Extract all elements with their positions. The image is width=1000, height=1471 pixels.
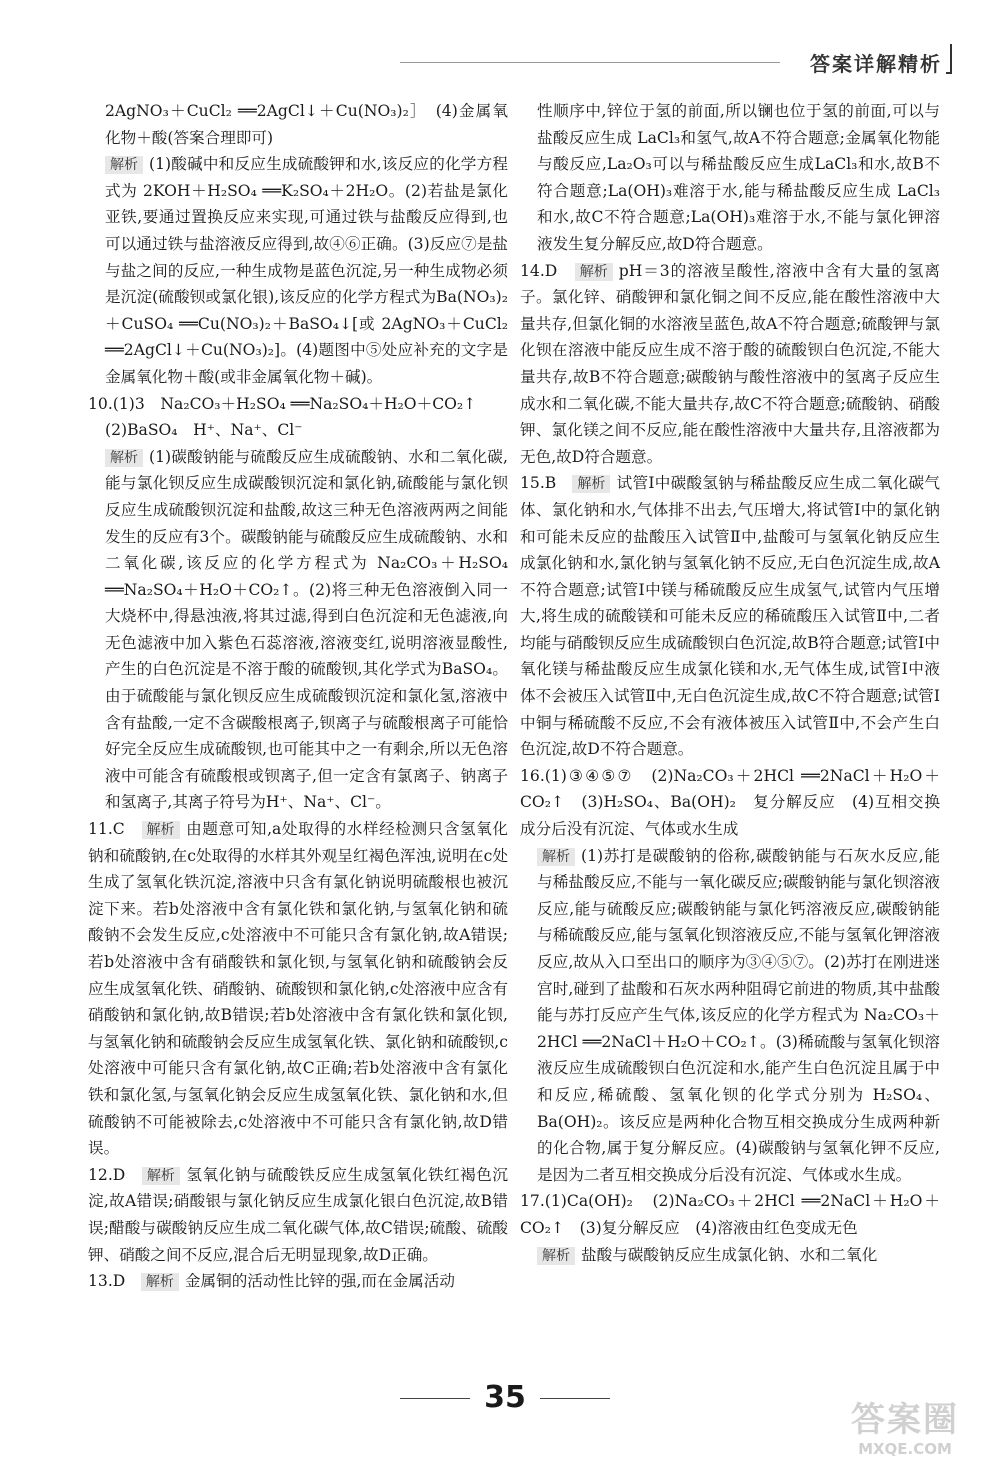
analysis-tag: 解析 xyxy=(142,1167,180,1185)
answer-paragraph xyxy=(88,1268,508,1295)
paragraph-text: pH＝3的溶液呈酸性,溶液中含有大量的氢离子。氯化锌、硝酸钾和氯化铜之间不反应,能在酸性溶液中大量共存,但氯化铜的水溶液呈蓝色,故A不符合题意;硫酸钾与氯化钡在溶液中能反应生成不溶于酸的硫酸钡白色沉淀,不能大量共存,故B不符合题意;碳酸钠与酸性溶液中的氢离子反应生成水和二氧化碳,不能大量共存,故C不符合题意;硫酸钠、硝酸钾、氯化镁之间不反应,能在酸性溶液中大量共存,且溶液都为无色,故D符合题意。 xyxy=(520,261,940,466)
paragraph-text: 14.D xyxy=(520,261,575,280)
paragraph-text: 11.C xyxy=(88,820,142,839)
paragraph-text: 15.B xyxy=(520,474,573,493)
header-title: 答案详解精析 xyxy=(810,52,942,76)
paragraph-text: (1)碳酸钠能与硫酸反应生成硫酸钠、水和二氧化碳,能与氯化钡反应生成碳酸钡沉淀和氯化钠,硫酸能与氯化钡反应生成硫酸钡沉淀和盐酸,故这三种无色溶液两两之间能发生的反应有3个。碳酸钠能与硫酸反应生成硫酸钠、水和二氧化碳,该反应的化学方程式为 Na₂CO₃＋H₂SO₄ ══Na₂SO₄＋H₂O＋CO₂↑。(2)将三种无色溶液倒入同一大烧杯中,得悬浊液,将其过滤,得到白色沉淀和无色滤液,向无色滤液中加入紫色石蕊溶液,溶液变红,说明溶液显酸性,产生的白色沉淀是不溶于酸的硫酸钡,其化学式为BaSO₄。由于硫酸能与氯化钡反应生成硫酸钡沉淀和氯化氢,溶液中含有盐酸,一定不含碳酸根离子,钡离子与硫酸根离子可能恰好完全反应生成硫酸钡,也可能其中之一有剩余,所以无色溶液中可能含有硫酸根或钡离子,但一定含有氯离子、钠离子和氢离子,其离子符号为H⁺、Na⁺、Cl⁻。 xyxy=(105,447,508,812)
answer-paragraph xyxy=(88,151,508,390)
paragraph-text: 13.D xyxy=(88,1272,141,1291)
paragraph-text: 16.(1)③④⑤⑦ (2)Na₂CO₃＋2HCl ══2NaCl＋H₂O＋CO₂↑ (3)H₂SO₄、Ba(OH)₂ 复分解反应 (4)互相交换成分后没有沉淀、气体或水生成 xyxy=(520,766,940,839)
paragraph-text: 17.(1)Ca(OH)₂ (2)Na₂CO₃＋2HCl ══2NaCl＋H₂O＋CO₂↑ (3)复分解反应 (4)溶液由红色变成无色 xyxy=(520,1192,940,1237)
left-column xyxy=(88,98,508,1295)
answer-paragraph xyxy=(520,843,940,1189)
watermark-logo xyxy=(830,1400,980,1460)
answer-paragraph xyxy=(520,763,940,843)
answer-paragraph xyxy=(88,1162,508,1268)
paragraph-text: 由题意可知,a处取得的水样经检测只含氢氧化钠和硫酸钠,在c处取得的水样其外观呈红褐色浑浊,说明在c处生成了氢氧化铁沉淀,溶液中只含有氯化钠说明硫酸根也被沉淀下来。若b处溶液中含有氯化铁和氯化钠,与氢氧化钠和硫酸钠不会发生反应,c处溶液中不可能只含有氯化钠,故A错误;若b处溶液中含有硝酸铁和氯化钡,与氢氧化钠和硫酸钠会反应生成氢氧化铁、硝酸钠、硫酸钡和氯化钠,c处溶液中应含有硝酸钠和氯化钠,故B错误;若b处溶液中含有氯化铁和氯化钡,与氢氧化钠和硫酸钠会反应生成氢氧化铁、氯化钠和硫酸钡,c处溶液中可能只含有氯化钠,故C正确;若b处溶液中含有氯化铁和氯化氢,与氢氧化钠会反应生成氢氧化铁、氯化钠和水,但硫酸钠不可能被除去,c处溶液中不可能只含有氯化钠,故D错误。 xyxy=(88,820,508,1158)
answer-paragraph xyxy=(88,417,508,444)
footer-rule-left xyxy=(400,1398,470,1399)
answer-paragraph xyxy=(520,1242,940,1269)
answer-paragraph xyxy=(88,816,508,1162)
watermark-url: MXQE.COM xyxy=(858,1440,952,1458)
paragraph-text: 10.(1)3 Na₂CO₃＋H₂SO₄ ══Na₂SO₄＋H₂O＋CO₂↑ xyxy=(88,394,477,413)
answer-paragraph xyxy=(88,444,508,816)
answer-paragraph xyxy=(520,258,940,471)
page-header xyxy=(400,40,960,80)
analysis-tag: 解析 xyxy=(575,263,613,281)
answer-paragraph xyxy=(88,98,508,151)
paragraph-text: 试管Ⅰ中碳酸氢钠与稀盐酸反应生成二氧化碳气体、氯化钠和水,气体排不出去,气压增大,将试管Ⅰ中的氯化钠和可能未反应的盐酸压入试管Ⅱ中,盐酸可与氢氧化钠反应生成氯化钠和水,氯化钠与氢氧化钠不反应,无白色沉淀生成,故A不符合题意;试管Ⅰ中镁与稀硫酸反应生成氢气,试管内气压增大,将生成的硫酸镁和可能未反应的稀硫酸压入试管Ⅱ中,二者均能与硝酸钡反应生成硫酸钡白色沉淀,故B符合题意;试管Ⅰ中氧化镁与稀盐酸反应生成氯化镁和水,无气体生成,试管Ⅰ中液体不会被压入试管Ⅱ中,无白色沉淀生成,故C不符合题意;试管Ⅰ中铜与稀硫酸不反应,不会有液体被压入试管Ⅱ中,不会产生白色沉淀,故D不符合题意。 xyxy=(520,474,940,759)
analysis-tag: 解析 xyxy=(537,848,575,866)
answer-paragraph xyxy=(520,470,940,763)
analysis-tag: 解析 xyxy=(537,1247,575,1265)
answer-paragraph xyxy=(520,98,940,258)
analysis-tag: 解析 xyxy=(141,1273,179,1291)
paragraph-text: 盐酸与碳酸钠反应生成氯化钠、水和二氧化 xyxy=(581,1245,878,1264)
analysis-tag: 解析 xyxy=(142,821,180,839)
paragraph-text: (2)BaSO₄ H⁺、Na⁺、Cl⁻ xyxy=(105,421,303,440)
answer-paragraph xyxy=(520,1188,940,1241)
paragraph-text: 氢氧化钠与硫酸铁反应生成氢氧化铁红褐色沉淀,故A错误;硝酸银与氯化钠反应生成氯化银白色沉淀,故B错误;醋酸与碳酸钠反应生成二氧化碳气体,故C错误;硫酸、硫酸钾、硝酸之间不反应,混合后无明显现象,故D正确。 xyxy=(88,1165,508,1264)
paragraph-text: 性顺序中,锌位于氢的前面,所以镧也位于氢的前面,可以与盐酸反应生成 LaCl₃和氢气,故A不符合题意;金属氧化物能与酸反应,La₂O₃可以与稀盐酸反应生成LaCl₃和水,故B不符合题意;La(OH)₃难溶于水,能与稀盐酸反应生成 LaCl₃和水,故C不符合题意;La(OH)₃难溶于水,不能与氯化钾溶液发生复分解反应,故D符合题意。 xyxy=(537,102,940,253)
analysis-tag: 解析 xyxy=(572,475,610,493)
analysis-tag: 解析 xyxy=(105,449,143,467)
paragraph-text: 2AgNO₃＋CuCl₂ ══2AgCl↓＋Cu(NO₃)₂］ (4)金属氧化物＋酸(答案合理即可) xyxy=(105,102,508,147)
page-number: 35 xyxy=(484,1380,526,1415)
watermark-text: 答案圈 xyxy=(851,1400,959,1440)
header-rule xyxy=(400,62,780,63)
paragraph-text: 金属铜的活动性比锌的强,而在金属活动 xyxy=(184,1272,455,1291)
paragraph-text: (1)苏打是碳酸钠的俗称,碳酸钠能与石灰水反应,能与稀盐酸反应,不能与一氧化碳反应;碳酸钠能与氯化钡溶液反应,能与硫酸反应;碳酸钠能与氯化钙溶液反应,碳酸钠能与稀硫酸反应,能与氢氧化钡溶液反应,不能与氢氧化钾溶液反应,故从入口至出口的顺序为③④⑤⑦。(2)苏打在刚进迷宫时,碰到了盐酸和石灰水两种阻碍它前进的物质,其中盐酸能与苏打反应产生气体,该反应的化学方程式为 Na₂CO₃＋2HCl ══2NaCl＋H₂O＋CO₂↑。(3)稀硫酸与氢氧化钡溶液反应生成硫酸钡白色沉淀和水,能产生白色沉淀且属于中和反应,稀硫酸、氢氧化钡的化学式分别为 H₂SO₄、Ba(OH)₂。该反应是两种化合物互相交换成分生成两种新的化合物,属于复分解反应。(4)碳酸钠与氢氧化钾不反应,是因为二者互相交换成分后没有沉淀、气体或水生成。 xyxy=(537,846,940,1184)
paragraph-text: 12.D xyxy=(88,1165,142,1184)
footer-rule-right xyxy=(540,1398,610,1399)
paragraph-text: (1)酸碱中和反应生成硫酸钾和水,该反应的化学方程式为 2KOH＋H₂SO₄ ══K₂SO₄＋2H₂O。(2)若盐是氯化亚铁,要通过置换反应来实现,可通过铁与盐酸反应得到,也可以通过铁与盐溶液反应得到,故④⑥正确。(3)反应⑦是盐与盐之间的反应,一种生成物是蓝色沉淀,另一种生成物必须是沉淀(硫酸钡或氯化银),该反应的化学方程式为Ba(NO₃)₂＋CuSO₄ ══Cu(NO₃)₂＋BaSO₄↓[或 2AgNO₃＋CuCl₂ ══2AgCl↓＋Cu(NO₃)₂]。(4)题图中⑤处应补充的文字是金属氧化物＋酸(或非金属氧化物＋碱)。 xyxy=(105,155,508,386)
header-bracket xyxy=(946,44,952,74)
analysis-tag: 解析 xyxy=(105,156,143,174)
answer-paragraph xyxy=(88,391,508,418)
right-column xyxy=(520,98,940,1268)
